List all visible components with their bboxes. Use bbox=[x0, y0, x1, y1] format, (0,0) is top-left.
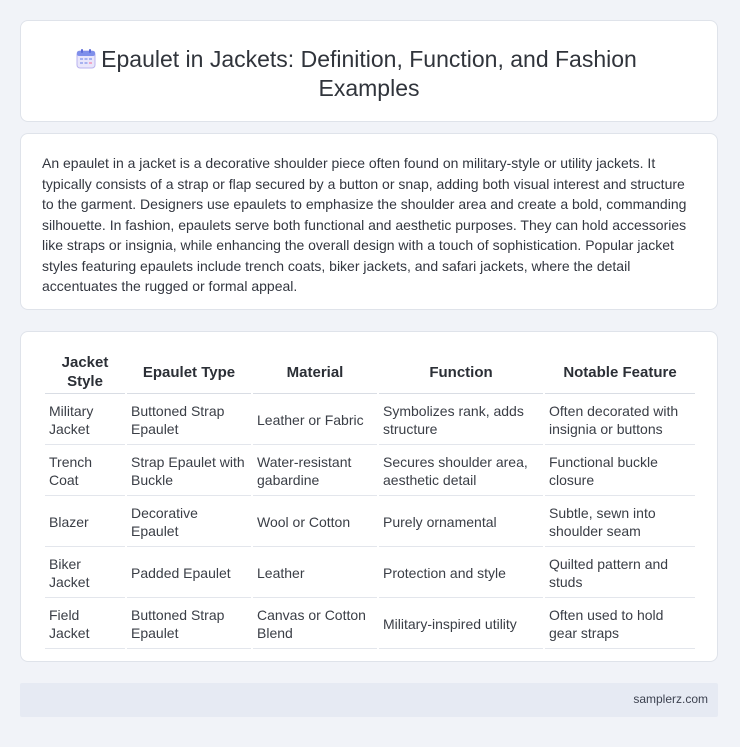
cell-notable-feature: Often decorated with insignia or buttons bbox=[545, 396, 695, 445]
cell-notable-feature: Quilted pattern and studs bbox=[545, 549, 695, 598]
header-function: Function bbox=[379, 351, 543, 394]
cell-jacket-style: Field Jacket bbox=[45, 600, 125, 649]
cell-epaulet-type: Strap Epaulet with Buckle bbox=[127, 447, 251, 496]
description-card bbox=[20, 133, 718, 310]
header-material: Material bbox=[253, 351, 377, 394]
table-row bbox=[45, 498, 695, 547]
cell-jacket-style: Military Jacket bbox=[45, 396, 125, 445]
cell-notable-feature: Subtle, sewn into shoulder seam bbox=[545, 498, 695, 547]
cell-material: Leather bbox=[253, 549, 377, 598]
cell-function: Military-inspired utility bbox=[379, 600, 543, 649]
table-row bbox=[45, 447, 695, 496]
header-notable-feature: Notable Feature bbox=[545, 351, 695, 394]
cell-material: Canvas or Cotton Blend bbox=[253, 600, 377, 649]
cell-notable-feature: Often used to hold gear straps bbox=[545, 600, 695, 649]
cell-epaulet-type: Buttoned Strap Epaulet bbox=[127, 396, 251, 445]
cell-material: Wool or Cotton bbox=[253, 498, 377, 547]
cell-epaulet-type: Padded Epaulet bbox=[127, 549, 251, 598]
footer bbox=[20, 683, 718, 717]
cell-jacket-style: Biker Jacket bbox=[45, 549, 125, 598]
epaulet-table bbox=[43, 349, 697, 651]
cell-epaulet-type: Buttoned Strap Epaulet bbox=[127, 600, 251, 649]
table-header-row bbox=[45, 351, 695, 394]
cell-jacket-style: Blazer bbox=[45, 498, 125, 547]
title-card bbox=[20, 20, 718, 122]
description-text: An epaulet in a jacket is a decorative shoulder piece often found on military-style or utility jackets. It typically consists of a strap or flap secured by a button or snap, adding both visual interest and structure to the garment. Designers use epaulets to emphasize the shoulder area and create a bold, commanding silhouette. In fashion, epaulets serve both functional and aesthetic purposes. They can hold accessories like straps or insignia, while enhancing the overall design with a touch of sophistication. Popular jacket styles featuring epaulets include trench coats, biker jackets, and safari jackets, where the detail accentuates the rugged or formal appeal. bbox=[42, 155, 687, 294]
cell-material: Water-resistant gabardine bbox=[253, 447, 377, 496]
footer-site-link[interactable]: samplerz.com bbox=[633, 692, 708, 706]
cell-function: Symbolizes rank, adds structure bbox=[379, 396, 543, 445]
header-jacket-style: Jacket Style bbox=[45, 351, 125, 394]
cell-jacket-style: Trench Coat bbox=[45, 447, 125, 496]
page-title: Epaulet in Jackets: Definition, Function, and Fashion Examples bbox=[101, 46, 637, 101]
cell-material: Leather or Fabric bbox=[253, 396, 377, 445]
cell-notable-feature: Functional buckle closure bbox=[545, 447, 695, 496]
cell-epaulet-type: Decorative Epaulet bbox=[127, 498, 251, 547]
table-row bbox=[45, 396, 695, 445]
table-row bbox=[45, 549, 695, 598]
cell-function: Secures shoulder area, aesthetic detail bbox=[379, 447, 543, 496]
table-row bbox=[45, 600, 695, 649]
header-epaulet-type: Epaulet Type bbox=[127, 351, 251, 394]
cell-function: Protection and style bbox=[379, 549, 543, 598]
table-card bbox=[20, 331, 718, 662]
cell-function: Purely ornamental bbox=[379, 498, 543, 547]
